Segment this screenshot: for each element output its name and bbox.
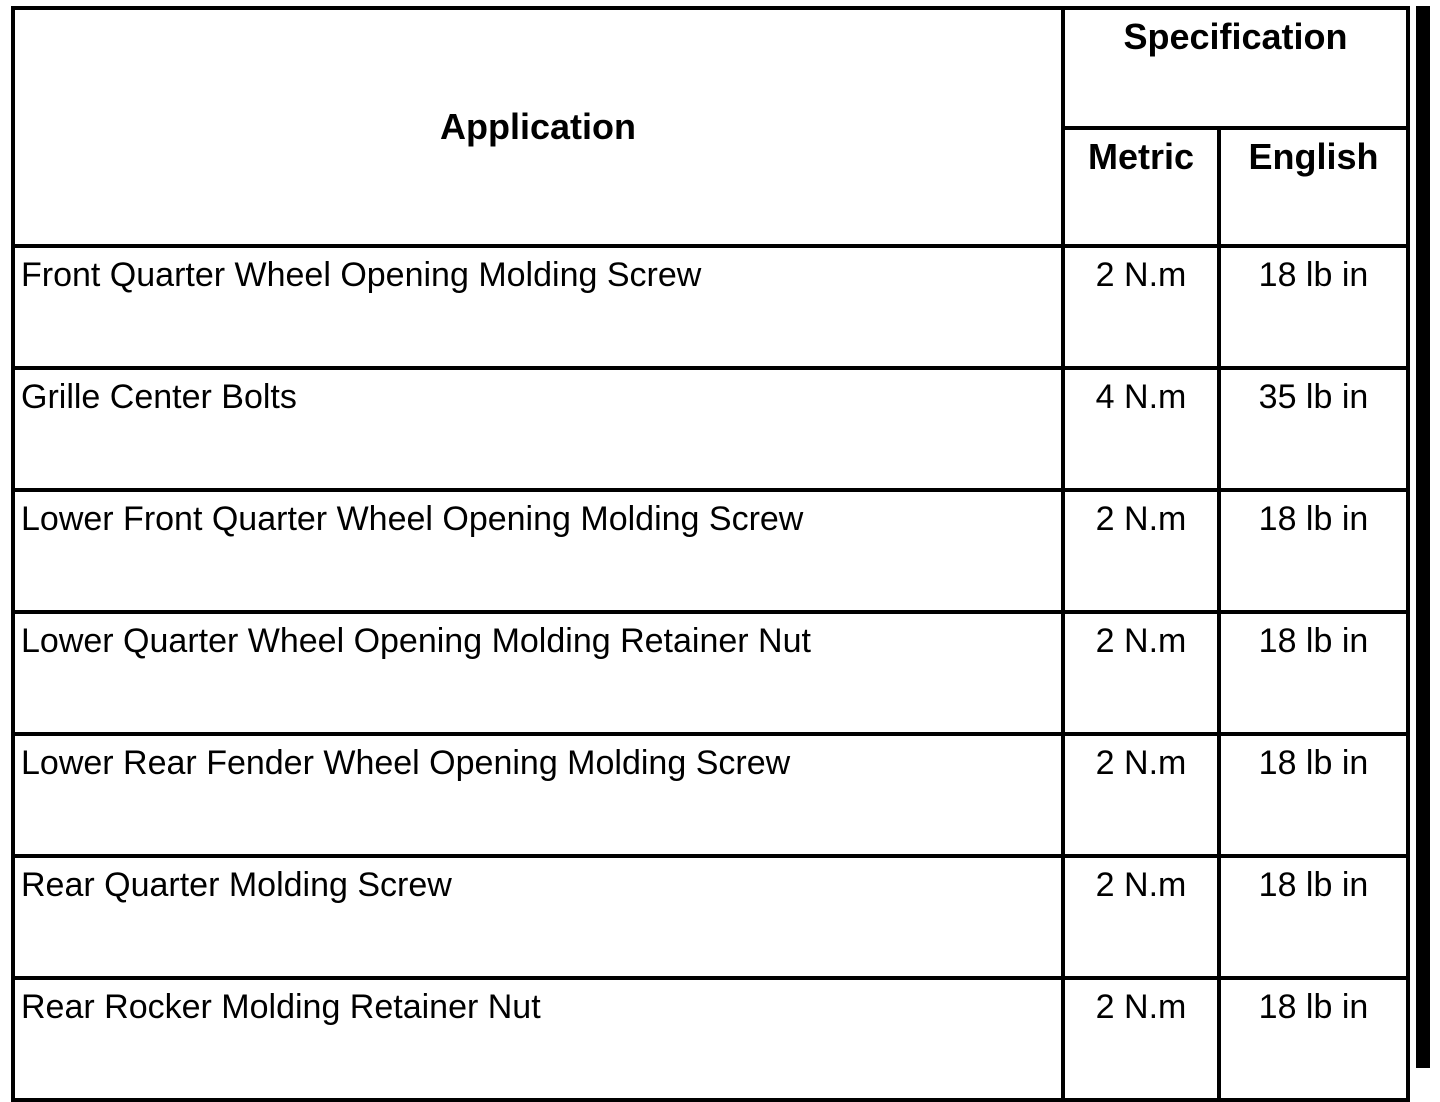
specification-header: Specification [1063, 8, 1408, 128]
header-row-1 [13, 8, 1408, 128]
english-header: English [1219, 128, 1408, 246]
metric-cell: 2 N.m [1063, 978, 1219, 1100]
application-header: Application [13, 8, 1063, 246]
table-row [13, 368, 1408, 490]
application-cell: Rear Rocker Molding Retainer Nut [13, 978, 1063, 1100]
table-shadow-edge [1416, 6, 1430, 1068]
application-cell: Lower Front Quarter Wheel Opening Molding Screw [13, 490, 1063, 612]
english-cell: 18 lb in [1219, 612, 1408, 734]
table-row [13, 490, 1408, 612]
table-row [13, 978, 1408, 1100]
metric-cell: 2 N.m [1063, 490, 1219, 612]
metric-cell: 2 N.m [1063, 734, 1219, 856]
application-cell: Front Quarter Wheel Opening Molding Screw [13, 246, 1063, 368]
english-cell: 18 lb in [1219, 856, 1408, 978]
english-cell: 18 lb in [1219, 978, 1408, 1100]
table-row [13, 734, 1408, 856]
metric-cell: 4 N.m [1063, 368, 1219, 490]
application-cell: Rear Quarter Molding Screw [13, 856, 1063, 978]
metric-cell: 2 N.m [1063, 246, 1219, 368]
english-cell: 18 lb in [1219, 246, 1408, 368]
table-row [13, 246, 1408, 368]
table-row [13, 612, 1408, 734]
metric-cell: 2 N.m [1063, 856, 1219, 978]
application-cell: Lower Quarter Wheel Opening Molding Retainer Nut [13, 612, 1063, 734]
english-cell: 18 lb in [1219, 734, 1408, 856]
table-row [13, 856, 1408, 978]
application-cell: Lower Rear Fender Wheel Opening Molding Screw [13, 734, 1063, 856]
metric-cell: 2 N.m [1063, 612, 1219, 734]
english-cell: 35 lb in [1219, 368, 1408, 490]
application-cell: Grille Center Bolts [13, 368, 1063, 490]
metric-header: Metric [1063, 128, 1219, 246]
english-cell: 18 lb in [1219, 490, 1408, 612]
torque-spec-table [11, 6, 1410, 1102]
